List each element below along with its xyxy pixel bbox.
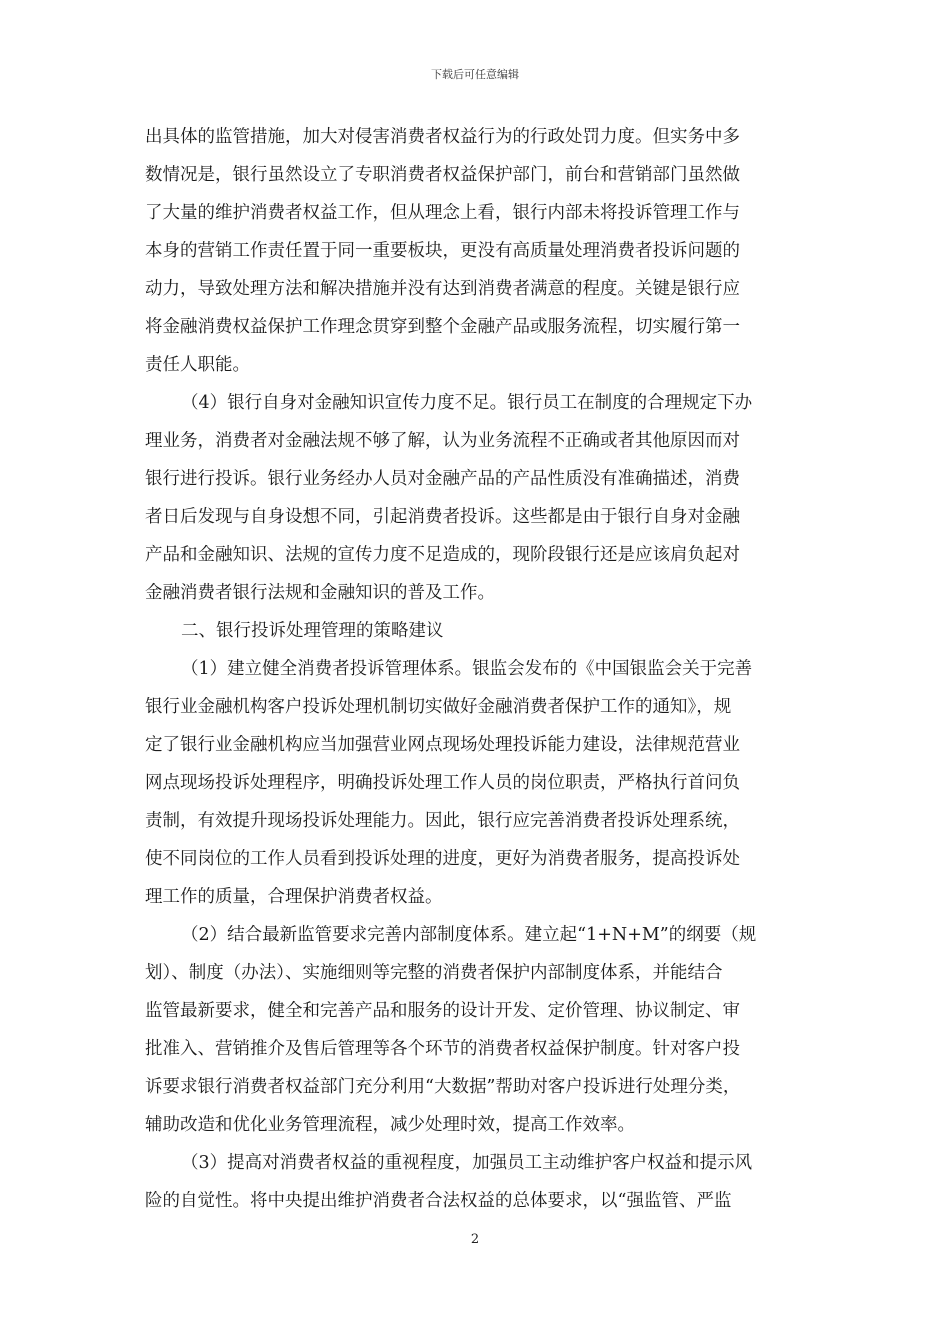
text-line: 将金融消费权益保护工作理念贯穿到整个金融产品或服务流程，切实履行第一 — [145, 317, 740, 337]
paragraph-start-line: （3）提高对消费者权益的重视程度，加强员工主动维护客户权益和提示风 — [181, 1153, 753, 1173]
text-line: 者日后发现与自身设想不同，引起消费者投诉。这些都是由于银行自身对金融 — [145, 507, 740, 527]
text-line: 险的自觉性。将中央提出维护消费者合法权益的总体要求，以“强监管、严监 — [145, 1191, 732, 1211]
text-line: 银行业金融机构客户投诉处理机制切实做好金融消费者保护工作的通知》，规 — [145, 697, 732, 717]
paragraph-start-line: （4）银行自身对金融知识宣传力度不足。银行员工在制度的合理规定下办 — [181, 393, 753, 413]
text-line: 出具体的监管措施，加大对侵害消费者权益行为的行政处罚力度。但实务中多 — [145, 127, 740, 147]
text-line: 辅助改造和优化业务管理流程，减少处理时效，提高工作效率。 — [145, 1115, 635, 1135]
text-line: 金融消费者银行法规和金融知识的普及工作。 — [145, 583, 495, 603]
text-line: 责制，有效提升现场投诉处理能力。因此，银行应完善消费者投诉处理系统， — [145, 811, 740, 831]
paragraph-start-line: （2）结合最新监管要求完善内部制度体系。建立起“1+N+M”的纲要（规 — [181, 925, 757, 945]
text-line: 数情况是，银行虽然设立了专职消费者权益保护部门，前台和营销部门虽然做 — [145, 165, 740, 185]
text-line: 了大量的维护消费者权益工作，但从理念上看，银行内部未将投诉管理工作与 — [145, 203, 740, 223]
text-line: 划）、制度（办法）、实施细则等完整的消费者保护内部制度体系，并能结合 — [145, 963, 723, 983]
text-line: 网点现场投诉处理程序，明确投诉处理工作人员的岗位职责，严格执行首问负 — [145, 773, 740, 793]
page-number: 2 — [470, 1232, 480, 1247]
text-line: 定了银行业金融机构应当加强营业网点现场处理投诉能力建设，法律规范营业 — [145, 735, 740, 755]
text-line: 理工作的质量，合理保护消费者权益。 — [145, 887, 443, 907]
document-body — [145, 118, 807, 1220]
paragraph-start-line: （1）建立健全消费者投诉管理体系。银监会发布的《中国银监会关于完善 — [181, 659, 753, 679]
text-line: 产品和金融知识、法规的宣传力度不足造成的，现阶段银行还是应该肩负起对 — [145, 545, 740, 565]
section-heading: 二、银行投诉处理管理的策略建议 — [181, 621, 444, 641]
text-line: 使不同岗位的工作人员看到投诉处理的进度，更好为消费者服务，提高投诉处 — [145, 849, 740, 869]
text-line: 监管最新要求，健全和完善产品和服务的设计开发、定价管理、协议制定、审 — [145, 1001, 740, 1021]
page-header: 下载后可任意编辑 — [431, 68, 519, 81]
text-line: 诉要求银行消费者权益部门充分利用“大数据”帮助对客户投诉进行处理分类， — [145, 1077, 741, 1097]
text-line: 动力，导致处理方法和解决措施并没有达到消费者满意的程度。关键是银行应 — [145, 279, 740, 299]
text-line: 理业务，消费者对金融法规不够了解，认为业务流程不正确或者其他原因而对 — [145, 431, 740, 451]
text-line: 批准入、营销推介及售后管理等各个环节的消费者权益保护制度。针对客户投 — [145, 1039, 740, 1059]
text-line: 本身的营销工作责任置于同一重要板块，更没有高质量处理消费者投诉问题的 — [145, 241, 740, 261]
text-line: 责任人职能。 — [145, 355, 250, 375]
text-line: 银行进行投诉。银行业务经办人员对金融产品的产品性质没有准确描述，消费 — [145, 469, 740, 489]
